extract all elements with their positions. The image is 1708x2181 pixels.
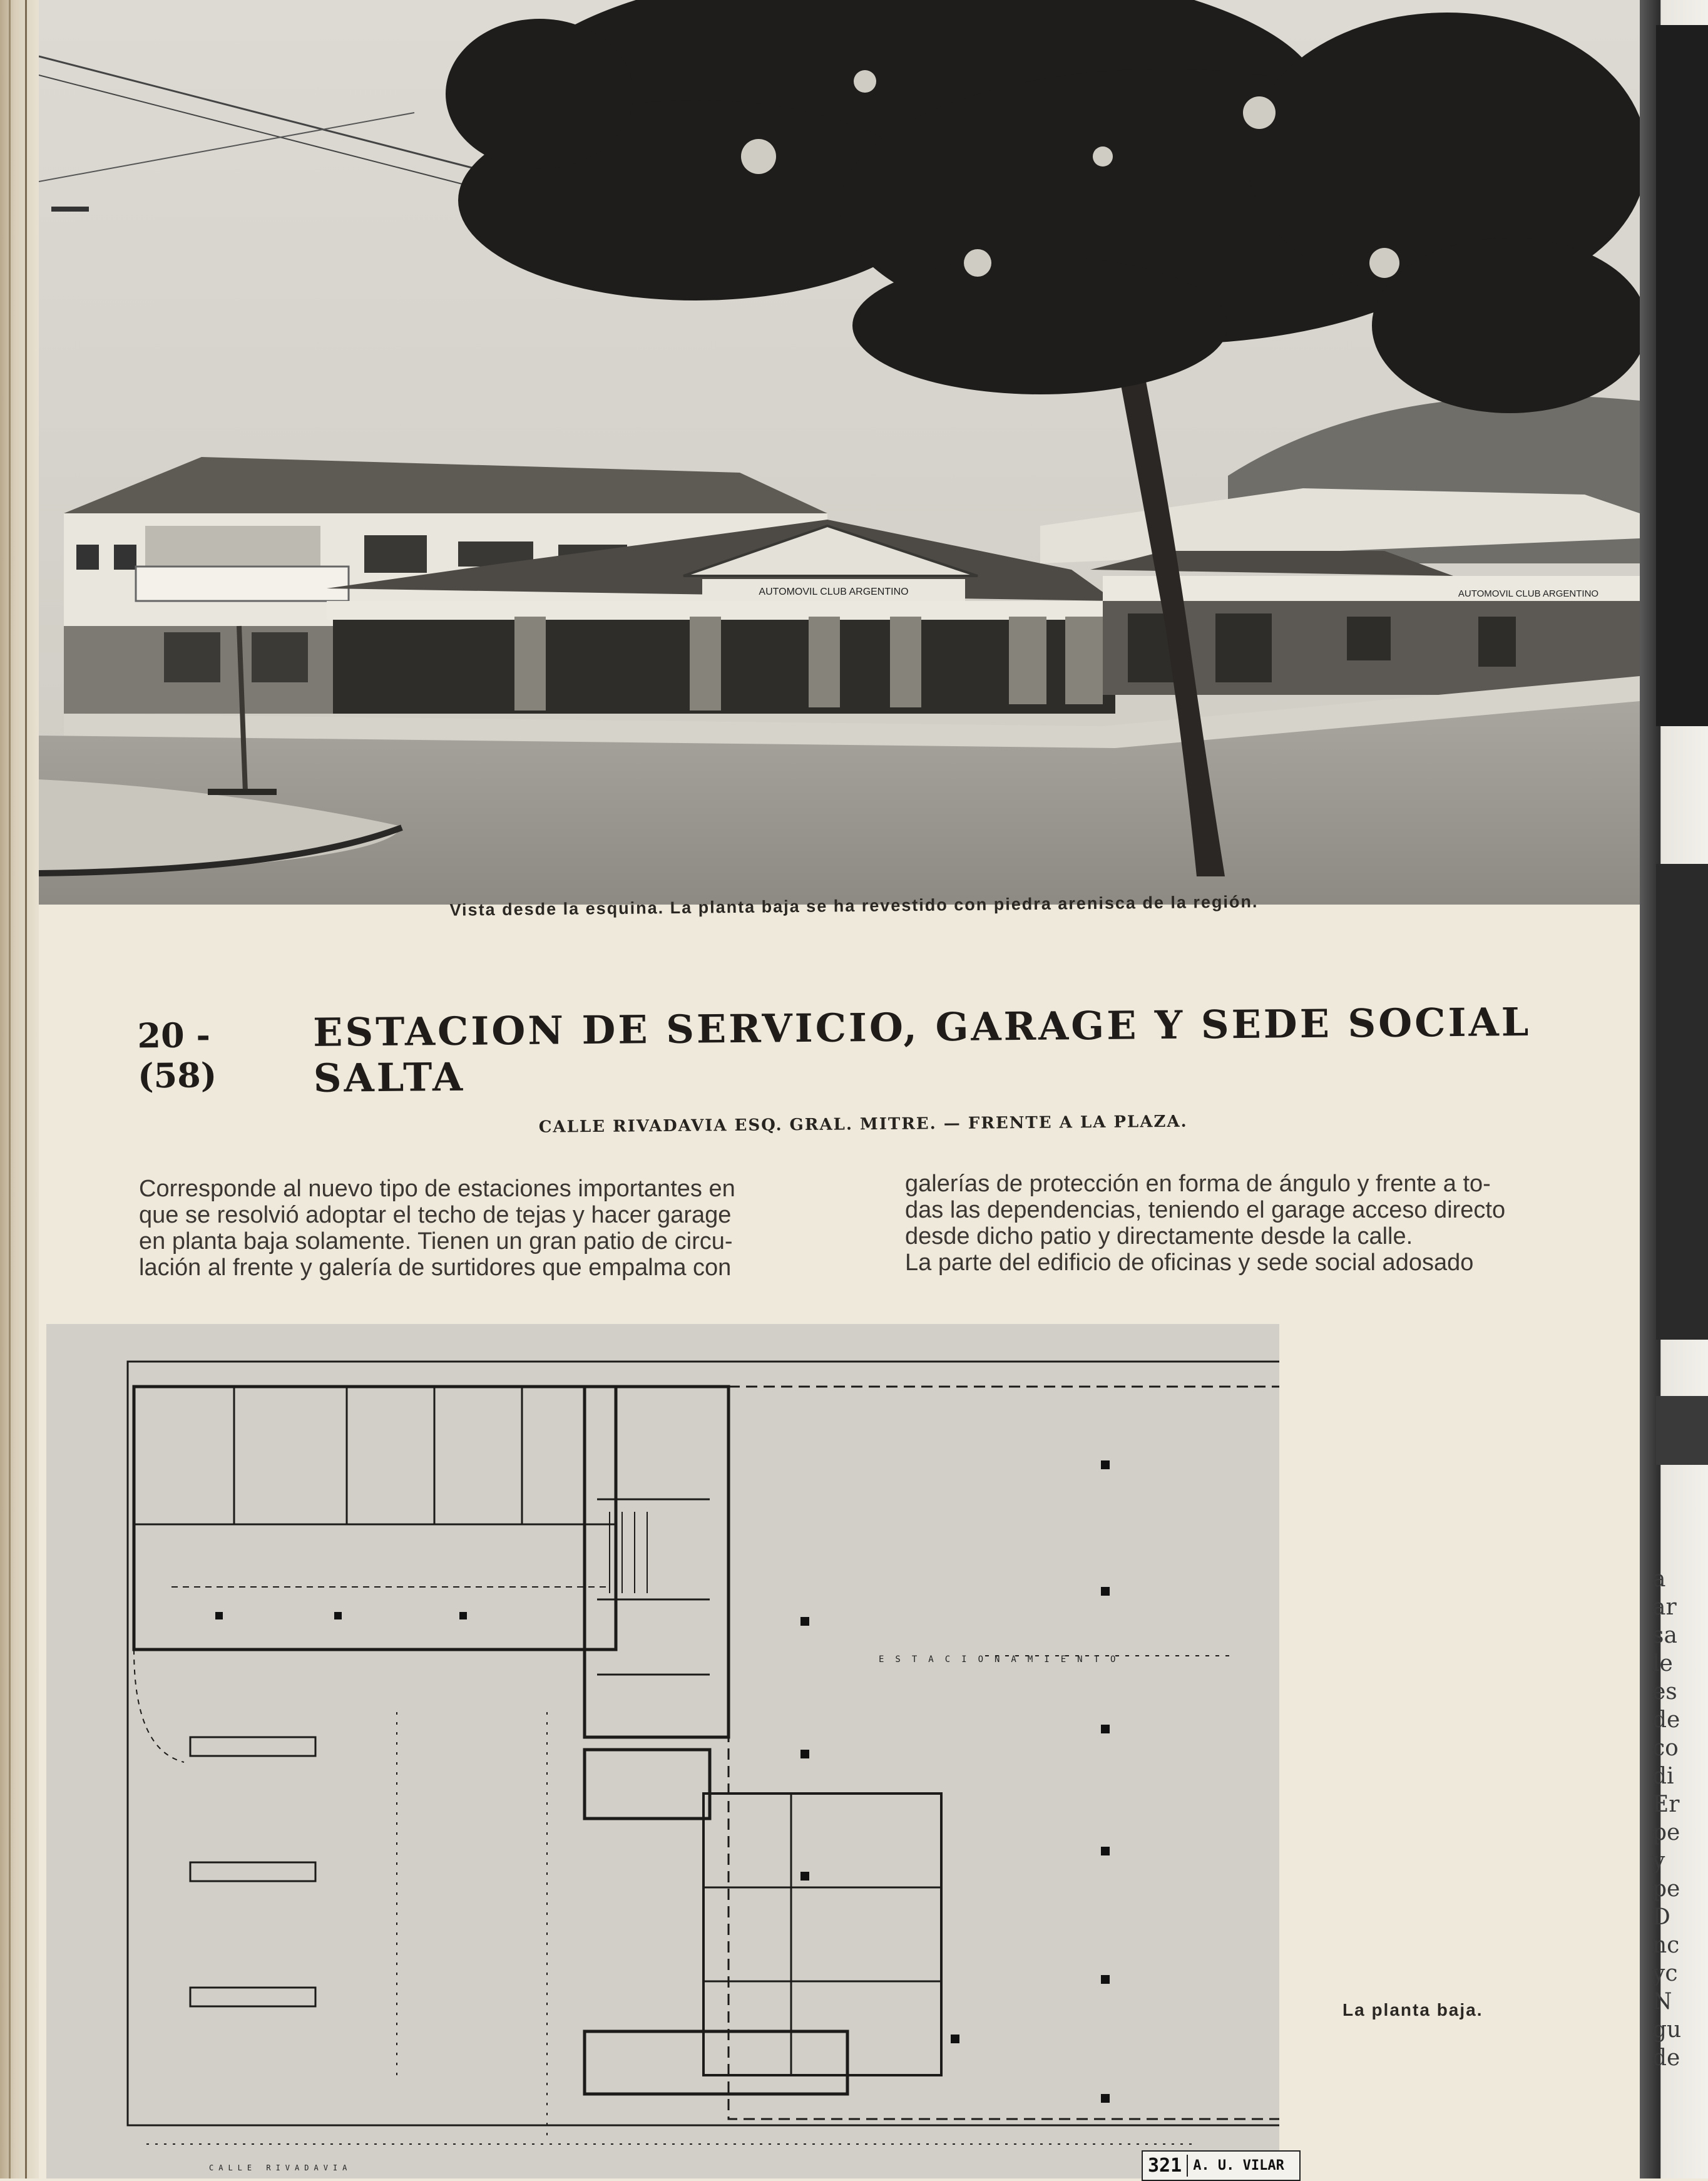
adjacent-page-edge <box>1640 0 1708 2178</box>
text-line: das las dependencias, teniendo el garage acceso directo <box>905 1197 1506 1223</box>
binding-edge <box>25 0 27 2178</box>
text-line: que se resolvió adoptar el techo de tejas y hacer garage <box>139 1202 732 1228</box>
photo-caption: Vista desde la esquina. La planta baja se ha revestido con piedra arenisca de la región. <box>449 892 1259 920</box>
plan-title-stamp <box>1142 2150 1301 2181</box>
floor-plan <box>46 1324 1279 2178</box>
article-number: 20 - (58) <box>137 1015 217 1096</box>
article-subtitle: CALLE RIVADAVIA ESQ. GRAL. MITRE. — FRENTE A LA PLAZA. <box>538 1112 1188 1137</box>
plan-caption: La planta baja. <box>1342 2000 1483 2019</box>
plan-stamp-number: 321 <box>1143 2155 1188 2177</box>
plan-stamp-name: A. U. VILAR <box>1193 2158 1284 2173</box>
page-binding <box>0 0 39 2178</box>
article-heading <box>137 998 1622 1141</box>
estacionamiento-label: ESTACIONAMIENTO <box>879 1655 1127 1665</box>
text-line: desde dicho patio y directamente desde la calle. <box>905 1223 1413 1250</box>
text-line: Corresponde al nuevo tipo de estaciones importantes en <box>139 1176 735 1202</box>
sign-center-text: AUTOMOVIL CLUB ARGENTINO <box>759 587 909 597</box>
street-label: CALLE RIVADAVIA <box>209 2163 352 2172</box>
body-column-right <box>905 1171 1606 1276</box>
binding-edge <box>9 0 11 2178</box>
article-title: ESTACION DE SERVICIO, GARAGE Y SEDE SOCIAL SALTA <box>312 998 1532 1101</box>
building-photo <box>39 0 1640 905</box>
text-line: La parte del edificio de oficinas y sede social adosado <box>905 1250 1474 1276</box>
text-line: galerías de protección en forma de ángulo y frente a to- <box>905 1171 1491 1197</box>
adjacent-photo-strip <box>1656 25 1708 726</box>
body-column-left <box>139 1176 852 1281</box>
adjacent-photo-strip <box>1656 1396 1708 1465</box>
adjacent-photo-strip <box>1656 864 1708 1340</box>
text-line: lación al frente y galería de surtidores que empalma con <box>139 1255 732 1281</box>
sign-right-text: AUTOMOVIL CLUB ARGENTINO <box>1458 588 1599 599</box>
text-line: en planta baja solamente. Tienen un gran patio de circu- <box>139 1228 733 1255</box>
adjacent-page-text: a ar sa le es de co di Er pe y pe D nc yc N gu de <box>1652 1566 1682 2071</box>
